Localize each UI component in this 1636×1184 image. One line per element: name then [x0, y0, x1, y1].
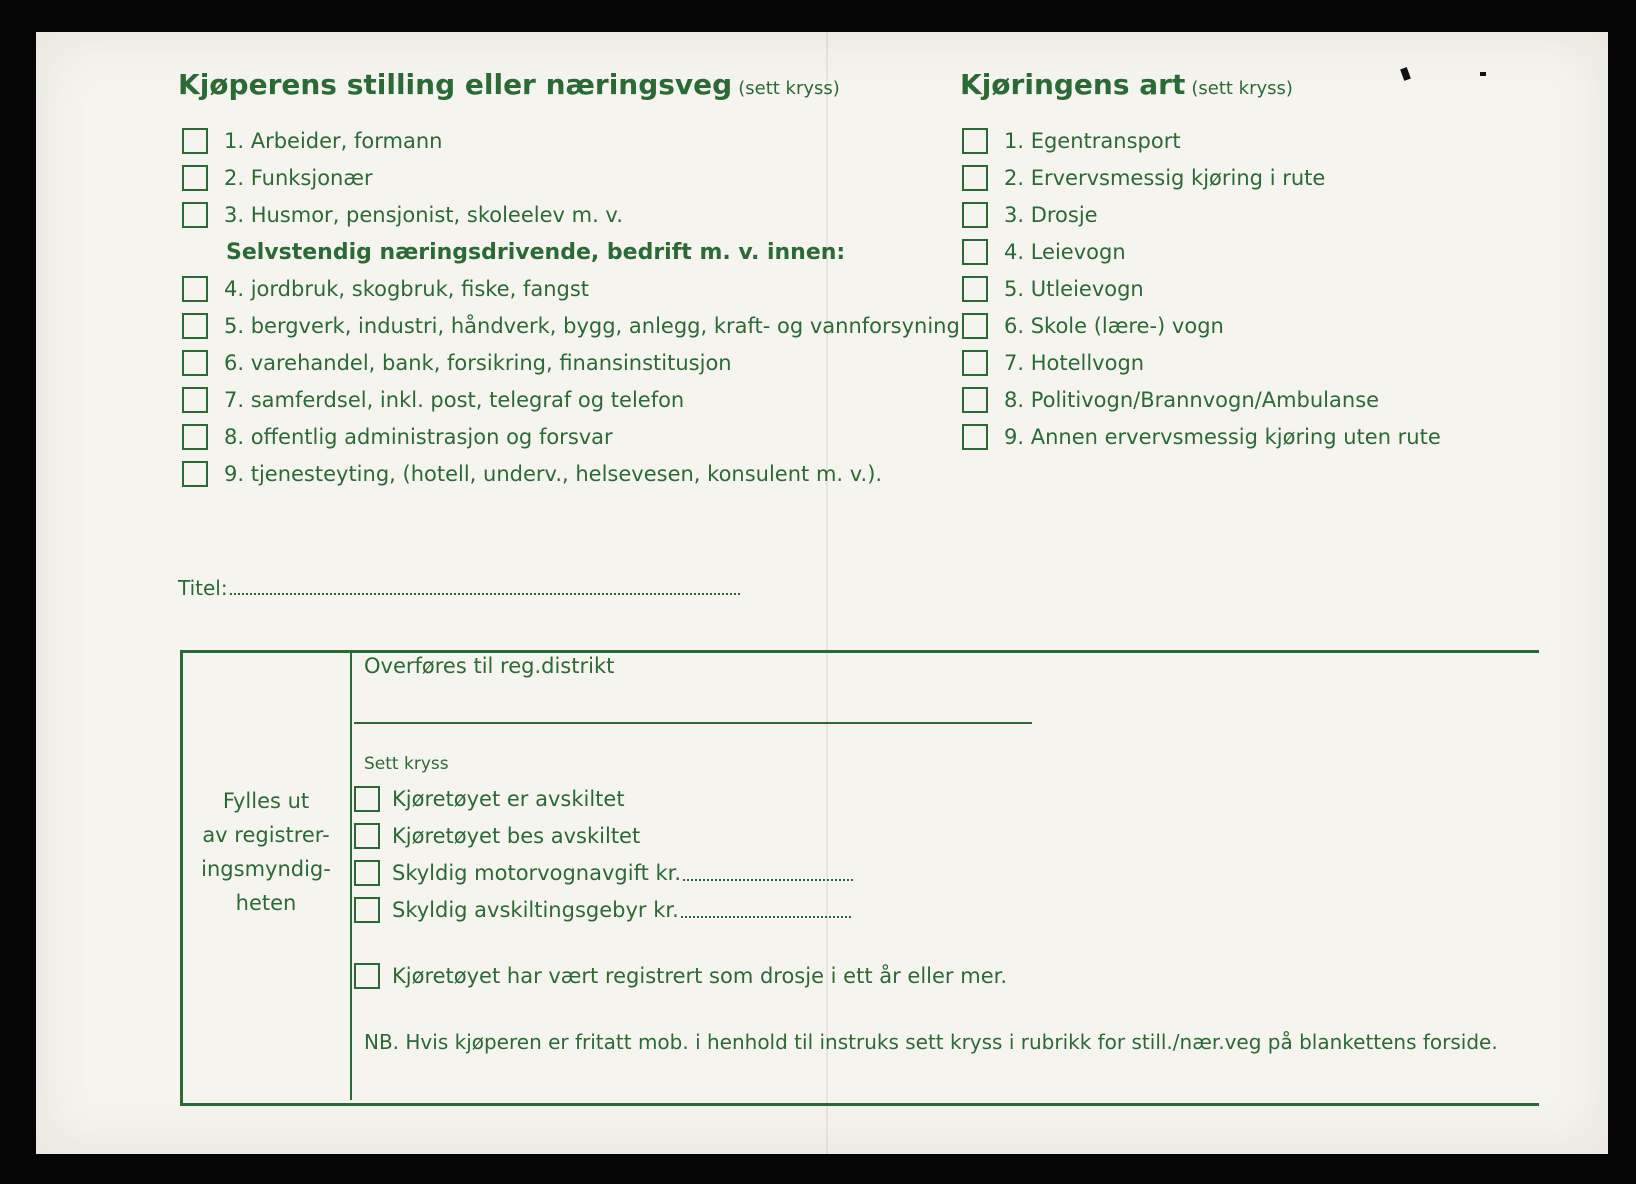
driving-type-hint: (sett kryss) — [1191, 78, 1293, 99]
ink-speck — [1480, 72, 1486, 76]
occupation-option-4[interactable] — [182, 276, 589, 302]
occupation-option-6[interactable] — [182, 350, 732, 376]
transfer-district-line[interactable] — [354, 722, 1032, 724]
check-label: Kjøretøyet har vært registrert som drosje i ett år eller mer. — [392, 964, 1007, 988]
registration-side-label — [186, 784, 346, 920]
option-label: 5. Utleievogn — [1004, 277, 1144, 301]
check-label: Skyldig avskiltingsgebyr kr. — [392, 898, 679, 922]
check-label: Kjøretøyet er avskiltet — [392, 787, 625, 811]
side-line: heten — [235, 891, 297, 915]
occupation-option-7[interactable] — [182, 387, 684, 413]
driving-type-title-text: Kjøringens art — [960, 68, 1186, 101]
checkbox[interactable] — [354, 786, 380, 812]
side-line: av registrer- — [202, 823, 330, 847]
side-line: Fylles ut — [222, 789, 310, 813]
driving-option-7[interactable] — [962, 350, 1144, 376]
occupation-option-9[interactable] — [182, 461, 882, 487]
checkbox[interactable] — [354, 897, 380, 923]
checkbox[interactable] — [962, 424, 988, 450]
buyer-occupation-title-text: Kjøperens stilling eller næringsveg — [178, 68, 733, 101]
option-label: 7. samferdsel, inkl. post, telegraf og telefon — [224, 388, 685, 412]
check-label: Skyldig motorvognavgift kr. — [392, 861, 682, 885]
registration-check-3[interactable] — [354, 860, 853, 886]
driving-option-2[interactable] — [962, 165, 1325, 191]
option-label: 4. Leievogn — [1004, 240, 1126, 264]
sett-kryss-label: Sett kryss — [364, 754, 449, 774]
nb-note: NB. Hvis kjøperen er fritatt mob. i henhold til instruks sett kryss i rubrikk for still./nær.veg på blankettens forside. — [364, 1030, 1498, 1054]
option-label: 9. tjenesteyting, (hotell, underv., helsevesen, konsulent m. v.). — [224, 462, 883, 486]
transfer-district-label: Overføres til reg.distrikt — [364, 654, 615, 678]
option-label: 3. Husmor, pensjonist, skoleelev m. v. — [224, 203, 623, 227]
checkbox[interactable] — [962, 276, 988, 302]
occupation-option-3[interactable] — [182, 202, 623, 228]
checkbox[interactable] — [182, 313, 208, 339]
registration-check-1[interactable] — [354, 786, 625, 812]
driving-option-8[interactable] — [962, 387, 1379, 413]
driving-type-title — [960, 68, 1293, 101]
checkbox[interactable] — [962, 313, 988, 339]
occupation-option-8[interactable] — [182, 424, 613, 450]
drosje-check[interactable] — [354, 963, 1007, 989]
check-label: Kjøretøyet bes avskiltet — [392, 824, 641, 848]
buyer-occupation-hint: (sett kryss) — [738, 78, 840, 99]
option-label: 3. Drosje — [1004, 203, 1098, 227]
checkbox[interactable] — [962, 165, 988, 191]
checkbox[interactable] — [182, 165, 208, 191]
amount-dotted-line[interactable] — [683, 865, 853, 881]
option-label: 1. Arbeider, formann — [224, 129, 443, 153]
option-label: 6. Skole (lære-) vogn — [1004, 314, 1224, 338]
occupation-option-2[interactable] — [182, 165, 373, 191]
checkbox[interactable] — [962, 387, 988, 413]
title-field[interactable] — [178, 576, 740, 600]
title-label: Titel: — [178, 576, 228, 600]
option-label: 2. Ervervsmessig kjøring i rute — [1004, 166, 1326, 190]
checkbox[interactable] — [354, 860, 380, 886]
checkbox[interactable] — [962, 128, 988, 154]
checkbox[interactable] — [962, 202, 988, 228]
buyer-occupation-title — [178, 68, 840, 101]
checkbox[interactable] — [182, 387, 208, 413]
registration-divider — [350, 652, 352, 1100]
checkbox[interactable] — [182, 128, 208, 154]
registration-check-4[interactable] — [354, 897, 851, 923]
driving-option-6[interactable] — [962, 313, 1224, 339]
option-label: 5. bergverk, industri, håndverk, bygg, anlegg, kraft- og vannforsyning — [224, 314, 960, 338]
option-label: 4. jordbruk, skogbruk, fiske, fangst — [224, 277, 590, 301]
registration-check-2[interactable] — [354, 823, 640, 849]
checkbox[interactable] — [182, 461, 208, 487]
option-label: 8. offentlig administrasjon og forsvar — [224, 425, 613, 449]
driving-option-4[interactable] — [962, 239, 1126, 265]
option-label: 7. Hotellvogn — [1004, 351, 1145, 375]
driving-option-1[interactable] — [962, 128, 1181, 154]
option-label: 8. Politivogn/Brannvogn/Ambulanse — [1004, 388, 1380, 412]
self-employed-subheading: Selvstendig næringsdrivende, bedrift m. v. innen: — [226, 240, 846, 265]
option-label: 6. varehandel, bank, forsikring, finansinstitusjon — [224, 351, 732, 375]
option-label: 9. Annen ervervsmessig kjøring uten rute — [1004, 425, 1441, 449]
checkbox[interactable] — [962, 350, 988, 376]
checkbox[interactable] — [182, 202, 208, 228]
checkbox[interactable] — [182, 276, 208, 302]
checkbox[interactable] — [962, 239, 988, 265]
occupation-option-1[interactable] — [182, 128, 442, 154]
option-label: 2. Funksjonær — [224, 166, 373, 190]
title-dotted-line[interactable] — [230, 593, 740, 595]
driving-option-5[interactable] — [962, 276, 1144, 302]
option-label: 1. Egentransport — [1004, 129, 1181, 153]
driving-option-9[interactable] — [962, 424, 1441, 450]
side-line: ingsmyndig- — [201, 857, 331, 881]
occupation-option-5[interactable] — [182, 313, 960, 339]
checkbox[interactable] — [354, 823, 380, 849]
amount-dotted-line[interactable] — [681, 902, 851, 918]
driving-option-3[interactable] — [962, 202, 1098, 228]
checkbox[interactable] — [354, 963, 380, 989]
checkbox[interactable] — [182, 424, 208, 450]
checkbox[interactable] — [182, 350, 208, 376]
